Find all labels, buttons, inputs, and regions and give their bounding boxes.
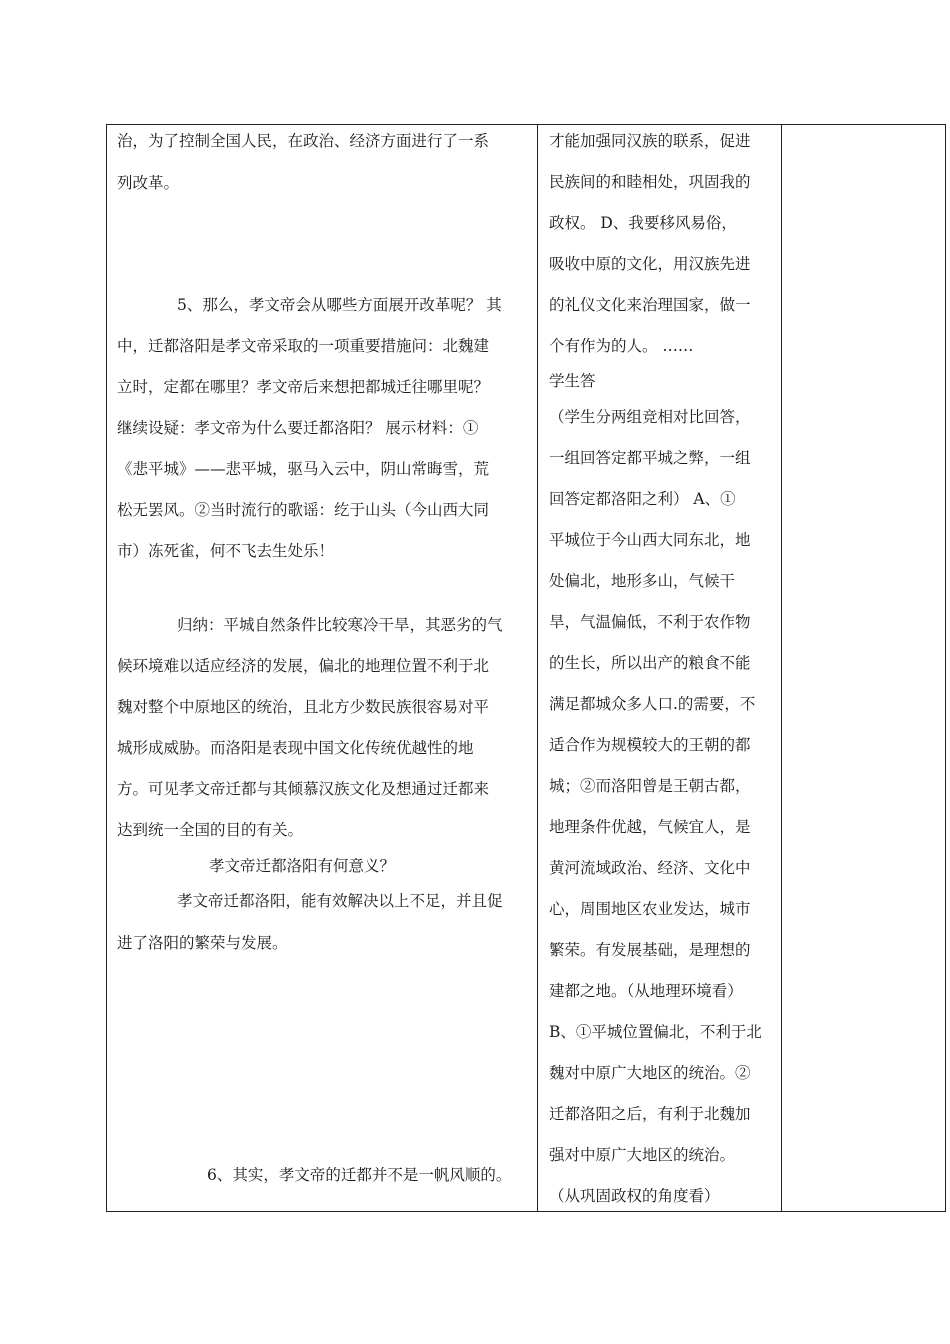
text-line: 方。可见孝文帝迁都与其倾慕汉族文化及想通过迁都来 bbox=[117, 780, 490, 798]
text-line: 建都之地。（从地理环境看） bbox=[549, 982, 743, 1000]
text-line: 治，为了控制全国人民，在政治、经济方面进行了一系 bbox=[117, 132, 490, 150]
text-line: 候环境难以适应经济的发展，偏北的地理位置不利于北 bbox=[117, 657, 490, 675]
text-line: 城；②而洛阳曾是王朝古都， bbox=[549, 777, 751, 795]
text-line: 迁都洛阳之后，有利于北魏加 bbox=[549, 1105, 751, 1123]
text-line: 6、其实，孝文帝的迁都并不是一帆风顺的。 bbox=[207, 1166, 512, 1184]
lesson-table bbox=[106, 124, 946, 1212]
text-line: 孝文帝迁都洛阳，能有效解决以上不足，并且促 bbox=[177, 892, 503, 910]
text-line: 松无罢风。②当时流行的歌谣：纥于山头（今山西大同 bbox=[117, 501, 490, 519]
text-line: 吸收中原的文化，用汉族先进 bbox=[549, 255, 751, 273]
text-line: 旱，气温偏低，不利于农作物 bbox=[549, 613, 751, 631]
column-divider bbox=[537, 125, 538, 1211]
text-line: 适合作为规模较大的王朝的都 bbox=[549, 736, 751, 754]
text-line: 满足都城众多人口.的需要，不 bbox=[549, 695, 756, 713]
text-line: 处偏北，地形多山，气候干 bbox=[549, 572, 736, 590]
text-line: 市）冻死雀，何不飞去生处乐！ bbox=[117, 542, 335, 560]
text-line: 民族间的和睦相处，巩固我的 bbox=[549, 173, 751, 191]
text-line: 学生答 bbox=[549, 372, 596, 390]
text-line: 强对中原广大地区的统治。 bbox=[549, 1146, 736, 1164]
text-line: 孝文帝迁都洛阳有何意义？ bbox=[209, 857, 396, 875]
text-line: 《悲平城》——悲平城，驱马入云中，阴山常晦雪，荒 bbox=[117, 460, 490, 478]
text-line: 的礼仪文化来治理国家，做一 bbox=[549, 296, 751, 314]
text-line: 的生长，所以出产的粮食不能 bbox=[549, 654, 751, 672]
text-line: 才能加强同汉族的联系，促进 bbox=[549, 132, 751, 150]
text-line: 心，周围地区农业发达，城市 bbox=[549, 900, 751, 918]
text-line: （学生分两组竞相对比回答， bbox=[549, 408, 751, 426]
text-line: 城形成威胁。而洛阳是表现中国文化传统优越性的地 bbox=[117, 739, 474, 757]
text-line: 进了洛阳的繁荣与发展。 bbox=[117, 934, 288, 952]
text-line: 回答定都洛阳之利） A、① bbox=[549, 490, 736, 508]
text-line: 繁荣。有发展基础，是理想的 bbox=[549, 941, 751, 959]
text-line: （从巩固政权的角度看） bbox=[549, 1187, 720, 1205]
text-line: 归纳：平城自然条件比较寒冷干旱，其恶劣的气 bbox=[177, 616, 503, 634]
text-line: 中，迁都洛阳是孝文帝采取的一项重要措施问：北魏建 bbox=[117, 337, 490, 355]
text-line: 黄河流域政治、经济、文化中 bbox=[549, 859, 751, 877]
text-line: 继续设疑：孝文帝为什么要迁都洛阳？ 展示材料：① bbox=[117, 419, 479, 437]
notes-column bbox=[783, 125, 945, 1211]
text-line: 魏对中原广大地区的统治。② bbox=[549, 1064, 751, 1082]
text-line: 魏对整个中原地区的统治，且北方少数民族很容易对平 bbox=[117, 698, 490, 716]
text-line: 立时，定都在哪里？孝文帝后来想把都城迁往哪里呢？ bbox=[117, 378, 490, 396]
text-line: 政权。 D、我要移风易俗， bbox=[549, 214, 737, 232]
text-line: 一组回答定都平城之弊，一组 bbox=[549, 449, 751, 467]
text-line: 达到统一全国的目的有关。 bbox=[117, 821, 304, 839]
text-line: 个有作为的人。 …… bbox=[549, 337, 694, 355]
text-line: 5、那么，孝文帝会从哪些方面展开改革呢？ 其 bbox=[177, 296, 502, 314]
text-line: 地理条件优越，气候宜人，是 bbox=[549, 818, 751, 836]
text-line: B、①平城位置偏北，不利于北 bbox=[549, 1023, 762, 1041]
text-line: 列改革。 bbox=[117, 174, 180, 192]
column-divider bbox=[781, 125, 782, 1211]
text-line: 平城位于今山西大同东北，地 bbox=[549, 531, 751, 549]
